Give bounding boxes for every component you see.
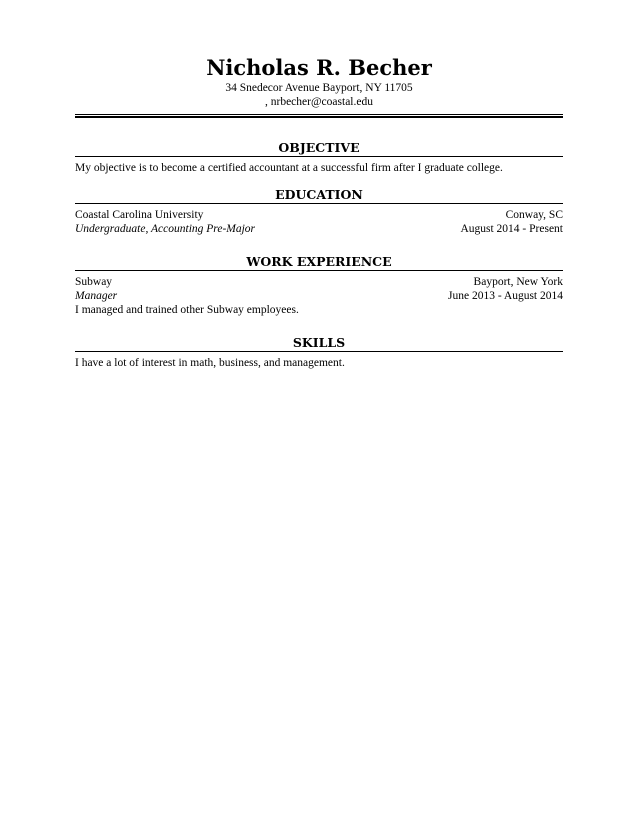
work-row-secondary [75, 289, 563, 303]
employer-location: Bayport, New York [473, 276, 563, 288]
work-description: I managed and trained other Subway employees. [75, 304, 299, 316]
skills-text: I have a lot of interest in math, business, and management. [75, 357, 345, 369]
work-dates: June 2013 - August 2014 [448, 290, 563, 302]
email-line: , nrbecher@coastal.edu [265, 96, 373, 108]
work-row-primary [75, 275, 563, 289]
education-heading: EDUCATION [75, 187, 563, 204]
resume-header [75, 55, 563, 118]
education-section [75, 187, 563, 236]
school-location: Conway, SC [505, 209, 563, 221]
degree-name: Undergraduate, Accounting Pre-Major [75, 223, 256, 235]
skills-heading: SKILLS [75, 335, 563, 352]
work-section [75, 254, 563, 317]
work-heading: WORK EXPERIENCE [75, 254, 563, 271]
education-dates: August 2014 - Present [460, 223, 563, 235]
header-divider [75, 114, 563, 118]
education-row-secondary [75, 222, 563, 236]
employer-name: Subway [75, 276, 113, 288]
address-line: 34 Snedecor Avenue Bayport, NY 11705 [225, 82, 413, 94]
objective-heading: OBJECTIVE [75, 140, 563, 157]
objective-text: My objective is to become a certified accountant at a successful firm after I graduate college. [75, 162, 503, 174]
school-name: Coastal Carolina University [75, 209, 204, 221]
education-row-primary [75, 208, 563, 222]
objective-section [75, 140, 563, 175]
candidate-name: Nicholas R. Becher [206, 55, 432, 80]
resume-page [75, 55, 563, 370]
job-title: Manager [75, 290, 118, 302]
skills-section [75, 335, 563, 370]
